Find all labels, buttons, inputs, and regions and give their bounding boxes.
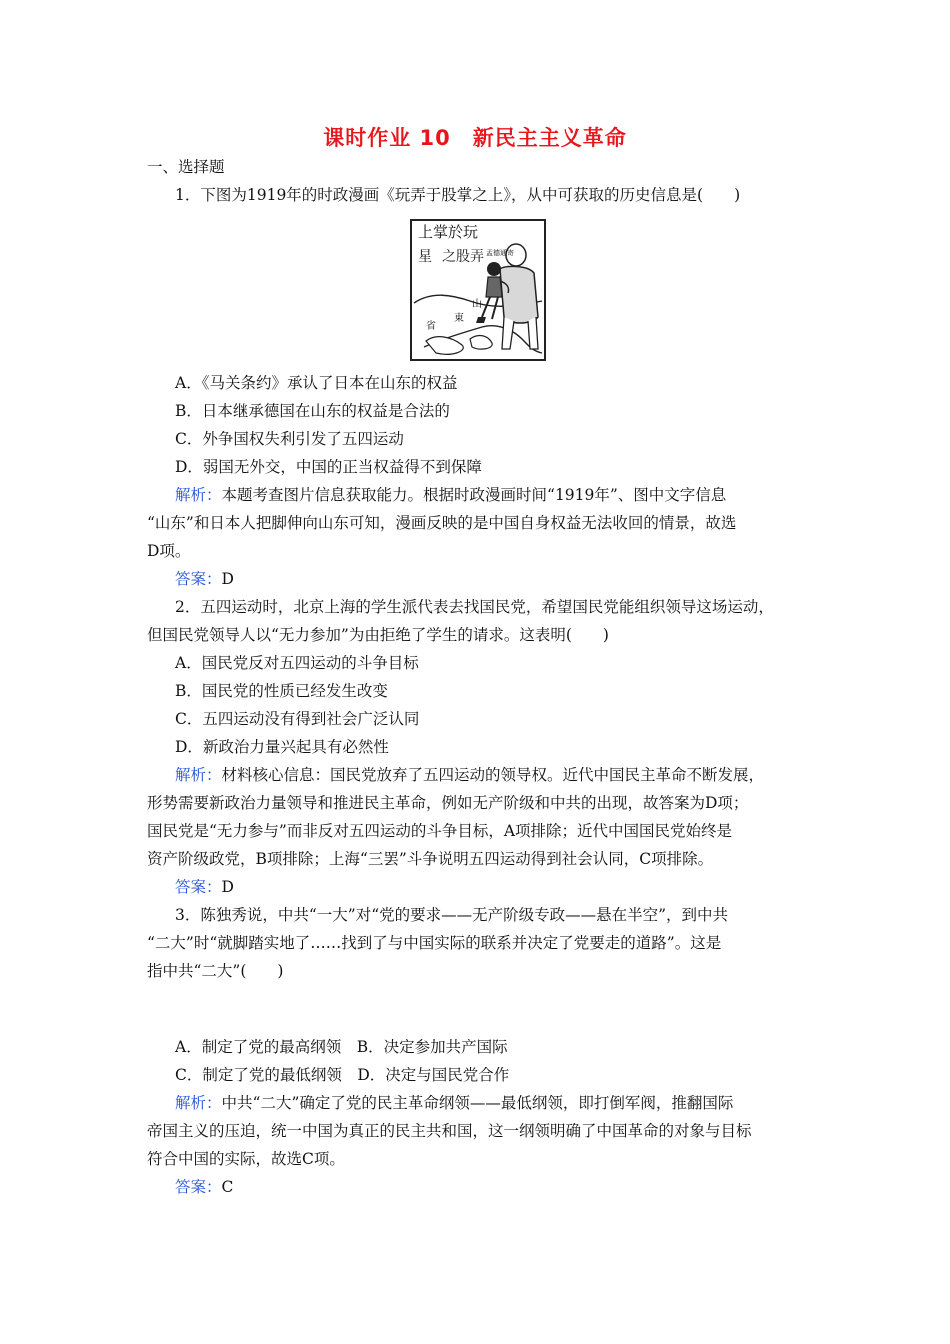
analysis-text: 材料核心信息：国民党放弃了五四运动的领导权。近代中国民主革命不断发展， — [221, 766, 765, 784]
q3-analysis-line-2: 帝国主义的压迫，统一中国为真正的民主共和国，这一纲领明确了中国革命的对象与目标 — [147, 1122, 752, 1140]
q1-answer — [175, 569, 234, 589]
q3-stem-line-1: 3．陈独秀说，中共“一大”对“党的要求——无产阶级专政——悬在半空”，到中共 — [175, 906, 729, 924]
answer-value: C — [221, 1178, 234, 1196]
q2-analysis-line-4: 资产阶级政党，B项排除；上海“三罢”斗争说明五四运动得到社会认同，C项排除。 — [147, 850, 714, 868]
answer-label: 答案： — [175, 878, 222, 896]
q2-stem-line-1: 2．五四运动时，北京上海的学生派代表去找国民党，希望国民党能组织领导这场运动， — [175, 598, 774, 616]
q1-stem: 1．下图为1919年的时政漫画《玩弄于股掌之上》，从中可获取的历史信息是( ) — [175, 186, 741, 204]
map-label-shan: 山 — [472, 299, 482, 310]
map-label-dong: 東 — [454, 313, 464, 324]
q1-option-d: D．弱国无外交，中国的正当权益得不到保障 — [175, 458, 482, 476]
answer-value: D — [221, 570, 234, 588]
map-label-sheng: 省 — [426, 321, 436, 332]
q2-option-a: A．国民党反对五四运动的斗争目标 — [175, 654, 419, 672]
answer-label: 答案： — [175, 1178, 222, 1196]
q1-analysis-line-1 — [175, 485, 726, 505]
q2-analysis-line-3: 国民党是“无力参与”而非反对五四运动的斗争目标，A项排除；近代中国国民党始终是 — [147, 822, 733, 840]
q1-option-a: A．《马关条约》承认了日本在山东的权益 — [175, 374, 458, 392]
cartoon-caption-1: 上掌於玩 — [418, 223, 479, 241]
answer-value: D — [221, 878, 234, 896]
cartoon-caption-3: 之股弄 — [442, 249, 484, 265]
q2-option-d: D．新政治力量兴起具有必然性 — [175, 738, 389, 756]
cartoon-caption-2: 星 — [418, 249, 432, 265]
q1-analysis-line-2: “山东”和日本人把脚伸向山东可知，漫画反映的是中国自身权益无法收回的情景，故选 — [147, 514, 737, 532]
q3-analysis-line-1 — [175, 1093, 733, 1113]
q3-stem-line-2: “二大”时“就脚踏实地了……找到了与中国实际的联系并决定了党要走的道路”。这是 — [147, 934, 722, 952]
answer-label: 答案： — [175, 570, 222, 588]
q3-options-row-1: A．制定了党的最高纲领 B．决定参加共产国际 — [175, 1038, 508, 1056]
analysis-label: 解析： — [175, 486, 222, 504]
q2-analysis-line-2: 形势需要新政治力量领导和推进民主革命，例如无产阶级和中共的出现，故答案为D项； — [147, 794, 749, 812]
cartoon-figure — [410, 219, 546, 361]
q2-option-c: C．五四运动没有得到社会广泛认同 — [175, 710, 420, 728]
analysis-label: 解析： — [175, 766, 222, 784]
q2-analysis-line-1 — [175, 765, 764, 785]
cartoon-illustration — [412, 221, 544, 359]
q3-analysis-line-3: 符合中国的实际，故选C项。 — [147, 1150, 345, 1168]
q3-stem-line-3: 指中共“二大”( ) — [147, 962, 284, 980]
analysis-text: 中共“二大”确定了党的民主革命纲领——最低纲领，即打倒军阀，推翻国际 — [221, 1094, 734, 1112]
q3-answer — [175, 1177, 233, 1197]
section-heading: 一、选择题 — [147, 158, 225, 176]
cartoon-caption-small: 孟德通寄 — [486, 249, 514, 257]
q1-analysis-line-3: D项。 — [147, 542, 191, 560]
page-title: 课时作业 10 新民主主义革命 — [323, 126, 627, 150]
q1-option-c: C．外争国权失利引发了五四运动 — [175, 430, 404, 448]
q3-options-row-2: C．制定了党的最低纲领 D．决定与国民党合作 — [175, 1066, 510, 1084]
q2-option-b: B．国民党的性质已经发生改变 — [175, 682, 388, 700]
q2-stem-line-2: 但国民党领导人以“无力参加”为由拒绝了学生的请求。这表明( ) — [147, 626, 609, 644]
q1-option-b: B．日本继承德国在山东的权益是合法的 — [175, 402, 450, 420]
q2-answer — [175, 877, 234, 897]
analysis-text: 本题考查图片信息获取能力。根据时政漫画时间“1919年”、图中文字信息 — [221, 486, 727, 504]
analysis-label: 解析： — [175, 1094, 222, 1112]
